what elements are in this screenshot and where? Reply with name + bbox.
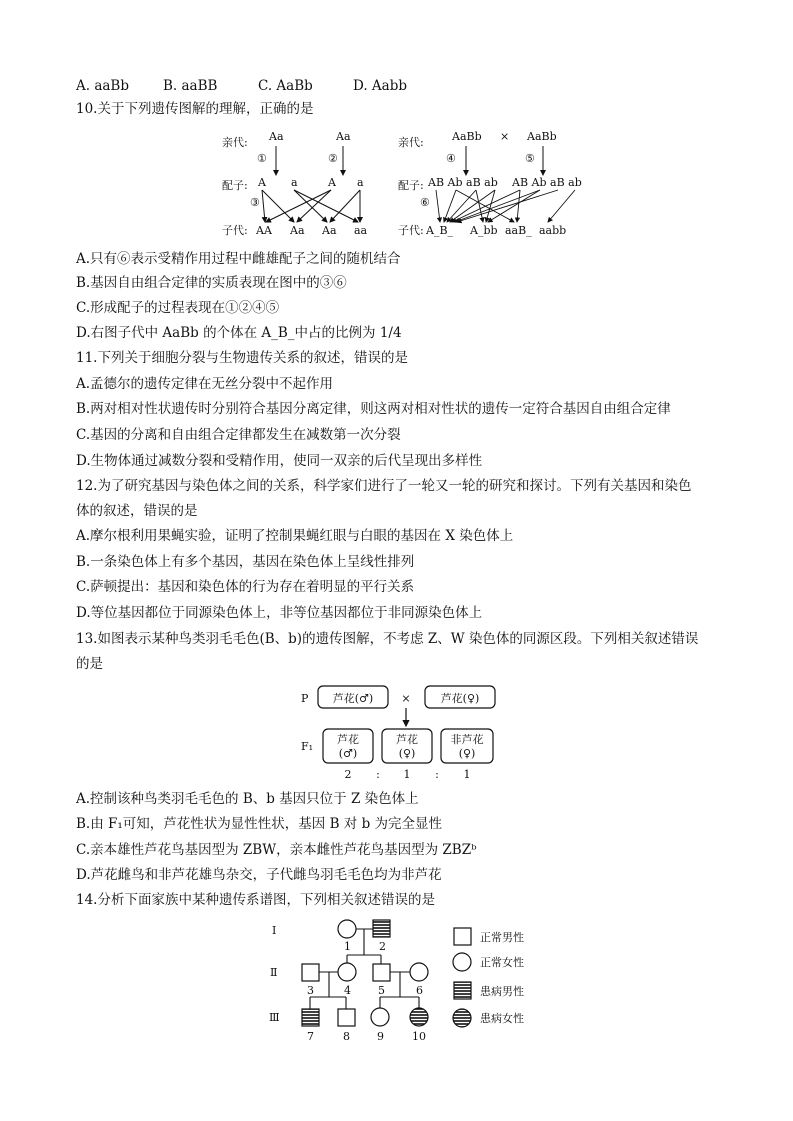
right-gametes-right: AB Ab aB ab — [512, 176, 582, 189]
ratio-part: 1 — [403, 768, 411, 781]
q9-option-a: A. aaBb — [76, 78, 129, 94]
left-parent-1: Aa — [269, 130, 284, 143]
individual-4 — [338, 963, 356, 981]
ratio-part: : — [376, 768, 380, 781]
q12-stem-line1: 12.为了研究基因与染色体之间的关系，科学家们进行了一轮又一轮的研究和探讨。下列有关基因和染色 — [76, 478, 692, 494]
right-parent-2: AaBb — [527, 130, 557, 143]
gen-1: Ⅰ — [272, 924, 277, 937]
gen-2: Ⅱ — [270, 966, 278, 979]
left-offspring-label: 子代: — [222, 224, 248, 237]
step-1: ① — [257, 152, 267, 165]
q10-option-d: D.右图子代中 AaBb 的个体在 A_B_中占的比例为 1/4 — [76, 325, 402, 341]
q13-stem-line2: 的是 — [76, 656, 103, 672]
q12-stem-line2: 体的叙述，错误的是 — [76, 503, 198, 519]
right-gametes-left: AB Ab aB ab — [428, 176, 498, 189]
f1-label: F₁ — [301, 740, 314, 753]
individual-3 — [302, 964, 319, 981]
q13-stem-line1: 13.如图表示某种鸟类羽毛毛色(B、b)的遗传图解，不考虑 Z、W 染色体的同源区段。下列相关叙述错误 — [76, 631, 699, 647]
q14-stem: 14.分析下面家族中某种遗传系谱图，下列相关叙述错误的是 — [76, 892, 435, 908]
f1-name: 非芦花 — [450, 733, 484, 746]
svg-text:10: 10 — [412, 1030, 426, 1043]
q9-option-c: C. AaBb — [258, 78, 313, 94]
q12-option-c: C.萨顿提出：基因和染色体的行为存在着明显的平行关系 — [76, 579, 415, 595]
right-offspring: aaB_ — [505, 224, 532, 237]
individual-5 — [373, 964, 390, 981]
q10-left-diagram — [222, 130, 368, 237]
q10-option-a: A.只有⑥表示受精作用过程中雌雄配子之间的随机结合 — [76, 251, 401, 267]
individual-9 — [371, 1008, 389, 1026]
left-gamete-label: 配子: — [222, 179, 248, 192]
q10-stem: 10.关于下列遗传图解的理解，正确的是 — [76, 101, 314, 117]
left-offspring: Aa — [322, 224, 337, 237]
legend-label: 正常男性 — [480, 931, 524, 944]
left-offspring: aa — [354, 224, 368, 237]
q11-option-d: D.生物体通过减数分裂和受精作用，使同一双亲的后代呈现出多样性 — [76, 453, 483, 469]
q13-option-b: B.由 F₁可知，芦花性状为显性性状，基因 B 对 b 为完全显性 — [76, 816, 443, 832]
gen-3: Ⅲ — [269, 1011, 280, 1024]
individual-1 — [338, 920, 356, 938]
svg-text:1: 1 — [344, 940, 351, 953]
f1-sex: (♀) — [398, 747, 416, 760]
right-parent-label: 亲代: — [398, 136, 424, 149]
legend-label: 患病男性 — [480, 985, 524, 998]
left-gamete: a — [291, 176, 298, 189]
left-parent-2: Aa — [336, 130, 351, 143]
q13-option-c: C.亲本雄性芦花鸟基因型为 ZBW，亲本雌性芦花鸟基因型为 ZBZᵇ — [76, 842, 477, 858]
p-label: P — [301, 692, 309, 705]
step-3: ③ — [250, 196, 260, 209]
individual-7 — [302, 1009, 319, 1026]
q13-option-d: D.芦花雌鸟和非芦花雄鸟杂交，子代雌鸟羽毛毛色均为非芦花 — [76, 867, 442, 883]
svg-text:3: 3 — [307, 984, 314, 997]
q10-option-c: C.形成配子的过程表现在①②④⑤ — [76, 300, 280, 316]
q11-stem: 11.下列关于细胞分裂与生物遗传关系的叙述，错误的是 — [76, 350, 408, 366]
step-2: ② — [328, 152, 338, 165]
f1-name: 芦花 — [337, 733, 359, 746]
svg-text:2: 2 — [379, 940, 386, 953]
q11-option-c: C.基因的分离和自由组合定律都发生在减数第一次分裂 — [76, 427, 401, 443]
parent-female: 芦花(♀) — [440, 692, 480, 705]
right-cross: × — [500, 130, 510, 143]
q12-option-a: A.摩尔根利用果蝇实验，证明了控制果蝇红眼与白眼的基因在 X 染色体上 — [76, 528, 514, 544]
q12-option-b: B.一条染色体上有多个基因，基因在染色体上呈线性排列 — [76, 554, 415, 570]
right-parent-1: AaBb — [452, 130, 482, 143]
f1-sex: (♀) — [458, 747, 476, 760]
q9-option-d: D. Aabb — [353, 78, 408, 94]
f1-sex: (♂) — [338, 747, 358, 760]
right-gamete-label: 配子: — [398, 179, 424, 192]
left-gamete: A — [258, 176, 266, 189]
q10-option-b: B.基因自由组合定律的实质表现在图中的③⑥ — [76, 275, 347, 291]
f1-name: 芦花 — [396, 733, 418, 746]
legend-label: 患病女性 — [480, 1012, 524, 1025]
individual-2 — [373, 920, 390, 937]
individual-8 — [338, 1009, 355, 1026]
q13-option-a: A.控制该种鸟类羽毛毛色的 B、b 基因只位于 Z 染色体上 — [76, 791, 419, 807]
right-offspring: A_bb — [470, 224, 498, 237]
ratio-part: 2 — [344, 768, 352, 781]
q9-option-b: B. aaBB — [163, 78, 218, 94]
cross-sign: × — [401, 692, 411, 705]
q12-option-d: D.等位基因都位于同源染色体上，非等位基因都位于非同源染色体上 — [76, 605, 483, 621]
q11-option-a: A.孟德尔的遗传定律在无丝分裂中不起作用 — [76, 376, 334, 392]
individual-10 — [410, 1008, 428, 1026]
svg-text:9: 9 — [377, 1030, 384, 1043]
q13-diagram — [0, 680, 793, 785]
right-offspring-label: 子代: — [398, 224, 424, 237]
ratio-part: 1 — [463, 768, 471, 781]
svg-text:5: 5 — [378, 984, 385, 997]
left-parent-label: 亲代: — [222, 136, 248, 149]
parent-male: 芦花(♂) — [332, 692, 374, 705]
step-5: ⑤ — [525, 152, 535, 165]
q14-pedigree — [0, 915, 793, 1045]
individual-6 — [410, 963, 428, 981]
q11-option-b: B.两对相对性状遗传时分别符合基因分离定律，则这两对相对性状的遗传一定符合基因自由组合定律 — [76, 401, 671, 417]
right-offspring: A_B_ — [426, 224, 454, 237]
legend-label: 正常女性 — [480, 956, 524, 969]
q10-diagram — [0, 120, 793, 245]
left-gamete: a — [357, 176, 364, 189]
svg-text:4: 4 — [344, 984, 351, 997]
left-offspring: AA — [256, 224, 272, 237]
ratio-part: : — [435, 768, 439, 781]
right-offspring: aabb — [539, 224, 567, 237]
svg-text:7: 7 — [307, 1030, 314, 1043]
svg-text:8: 8 — [343, 1030, 350, 1043]
left-gamete: A — [328, 176, 336, 189]
left-offspring: Aa — [290, 224, 305, 237]
q10-right-diagram — [398, 130, 582, 237]
step-4: ④ — [446, 152, 456, 165]
pedigree-legend — [453, 928, 524, 1027]
step-6: ⑥ — [420, 196, 430, 209]
svg-text:6: 6 — [416, 984, 423, 997]
